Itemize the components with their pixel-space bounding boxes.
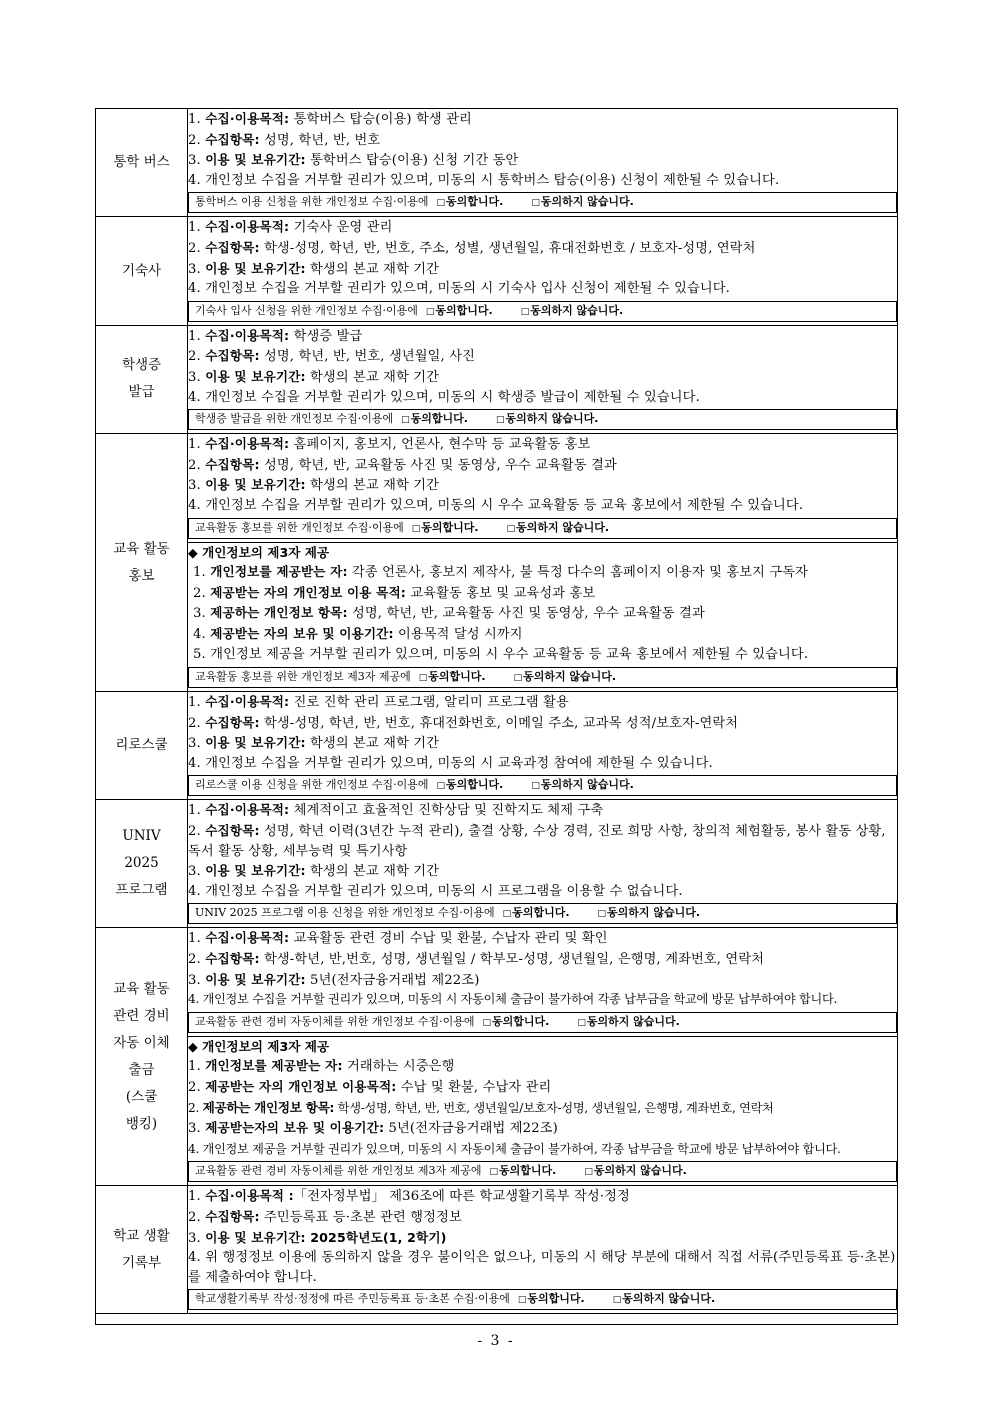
clause-line <box>188 800 897 821</box>
clause-number: 4. <box>188 1250 201 1266</box>
consent-box <box>188 1012 897 1033</box>
section-label <box>96 800 188 928</box>
consent-text: 교육활동 홍보를 위한 개인정보 제3자 제공에 <box>195 670 411 684</box>
clause-key: 수집·이용목적: <box>205 219 290 235</box>
clause-line <box>188 1207 897 1228</box>
checkbox-icon: □ <box>401 415 410 426</box>
clause-line <box>188 821 897 861</box>
clause-key: 수집항목: <box>205 714 260 730</box>
clause-number: 2. <box>188 1100 200 1115</box>
section-content <box>188 217 898 325</box>
checkbox-icon: □ <box>436 198 446 209</box>
agree-checkbox[interactable] <box>483 1015 550 1028</box>
clause-value: 개인정보 제공을 거부할 권리가 있으며, 미동의 시 자동이체 출금이 불가하여, 각종 납부금을 학교에 방문 납부하여야 합니다. <box>202 1141 841 1156</box>
third-party-heading: ◆ 개인정보의 제3자 제공 <box>188 544 330 560</box>
clause-line <box>188 346 897 367</box>
clause-value: 학생의 본교 재학 기간 <box>305 369 440 385</box>
clause-line <box>188 171 897 191</box>
clause-line <box>188 692 897 713</box>
clause-value: 기숙사 운영 관리 <box>289 220 393 236</box>
clause-number: 5. <box>193 647 206 663</box>
checkbox-icon: □ <box>612 1295 622 1306</box>
third-party-heading: ◆ 개인정보의 제3자 제공 <box>188 1038 330 1054</box>
clause-value: 통학버스 탑승(이용) 신청 기간 동안 <box>305 153 519 169</box>
clause-value: 「전자정부법」 제36조에 따른 학교생활기록부 작성·정정 <box>293 1189 630 1205</box>
clause-number: 3. <box>188 1121 201 1137</box>
clause-line <box>188 754 897 774</box>
clause-key: 이용 및 보유기간: <box>205 368 306 384</box>
agree-checkbox[interactable] <box>412 521 479 534</box>
disagree-label: 동의하지 않습니다. <box>516 520 610 534</box>
checkbox-icon: □ <box>513 673 523 684</box>
section-label: 통학 버스 <box>96 109 188 217</box>
section-label-line: 학생증 <box>121 357 162 374</box>
section-content <box>188 109 898 217</box>
checkbox-icon: □ <box>520 306 530 317</box>
consent-text: 리로스쿨 이용 신청을 위한 개인정보 수집·이용에 <box>195 778 429 792</box>
clause-value: 체계적이고 효율적인 진학상담 및 진학지도 체제 구축 <box>289 803 604 819</box>
section-row <box>96 928 898 1036</box>
third-party-content <box>188 1036 898 1186</box>
clause-value: 거래하는 시중은행 <box>342 1059 455 1075</box>
agree-label: 동의합니다. <box>527 1292 585 1306</box>
disagree-label: 동의하지 않습니다. <box>586 1014 680 1028</box>
disagree-checkbox[interactable] <box>521 304 624 317</box>
clause-number: 3. <box>188 864 201 880</box>
checkbox-icon: □ <box>489 1167 499 1178</box>
disagree-label: 동의하지 않습니다. <box>607 906 701 920</box>
clause-key: 수집항목: <box>205 348 260 364</box>
section-label-line: 뱅킹) <box>125 1115 158 1132</box>
clause-line <box>188 496 897 516</box>
consent-text: 교육활동 관련 경비 자동이체를 위한 개인정보 제3자 제공에 <box>195 1164 482 1178</box>
clause-key: 수집항목: <box>205 823 260 839</box>
agree-label: 동의합니다. <box>499 1164 557 1178</box>
section-label: 리로스쿨 <box>96 692 188 800</box>
checkbox-icon: □ <box>584 1167 593 1178</box>
section-label-line: 교육 활동 <box>113 540 170 557</box>
section-label-line: 교육 활동 <box>113 980 170 997</box>
clause-number: 4. <box>188 1141 200 1156</box>
clause-line <box>188 1077 897 1098</box>
clause-number: 4. <box>188 755 201 771</box>
section-label-line: 2025 <box>124 855 159 872</box>
clause-number: 1. <box>188 1189 201 1205</box>
clause-value: 학생의 본교 재학 기간 <box>305 261 440 277</box>
clause-key: 수집항목: <box>205 131 260 147</box>
clause-number: 2. <box>188 952 201 967</box>
clause-line <box>188 475 897 496</box>
clause-number: 2. <box>188 1209 201 1225</box>
agree-label: 동의합니다. <box>446 195 504 209</box>
clause-number: 4. <box>188 883 201 899</box>
clause-number: 1. <box>188 695 201 711</box>
clause-line <box>188 455 897 476</box>
clause-key: 수집·이용목적: <box>205 930 290 946</box>
clause-number: 2. <box>188 240 201 256</box>
clause-value: 진로 진학 관리 프로그램, 알리미 프로그램 활용 <box>289 695 569 711</box>
section-row <box>96 692 898 800</box>
clause-key: 제공받는 자의 개인정보 이용 목적: <box>210 584 406 600</box>
checkbox-icon: □ <box>506 523 516 534</box>
clause-number: 3. <box>188 1230 201 1246</box>
disagree-label: 동의하지 않습니다. <box>523 670 617 684</box>
clause-number: 1. <box>188 931 201 947</box>
clause-line <box>188 238 897 259</box>
clause-value: 개인정보 수집을 거부할 권리가 있으며, 미동의 시 프로그램을 이용할 수 없습니다. <box>205 883 683 899</box>
clause-key: 이용 및 보유기간: <box>205 477 306 493</box>
clause-value: 개인정보 제공을 거부할 권리가 있으며, 미동의 시 우수 교육활동 등 교육 홍보에서 제한될 수 있습니다. <box>210 647 809 663</box>
clause-value: 학생의 본교 재학 기간 <box>305 736 440 752</box>
agree-label: 동의합니다. <box>446 778 504 792</box>
clause-value: 5년(전자금융거래법 제22조) <box>384 1121 558 1137</box>
consent-text: 학교생활기록부 작성·정정에 따른 주민등록표 등·초본 수집·이용에 <box>195 1292 510 1306</box>
clause-key: 수집·이용목적 : <box>205 1188 294 1204</box>
clause-number: 1. <box>188 328 201 344</box>
clause-line <box>188 279 897 299</box>
clause-value: 교육활동 홍보 및 교육성과 홍보 <box>405 585 596 601</box>
clause-line <box>188 583 897 604</box>
consent-box <box>188 409 897 430</box>
clause-value: 학생-성명, 학년, 반, 번호, 주소, 성별, 생년월일, 휴대전화번호 / 보호자-성명, 연락처 <box>259 240 756 256</box>
clause-key: 이용 및 보유기간: <box>205 863 306 879</box>
clause-number: 2. <box>188 1079 201 1095</box>
consent-text: 교육활동 관련 경비 자동이체를 위한 개인정보 수집·이용에 <box>195 1014 475 1028</box>
clause-value: 5년(전자금융거래법 제22조) <box>305 972 480 988</box>
section-content <box>188 692 898 800</box>
checkbox-icon: □ <box>531 198 540 209</box>
clause-value: 학생-학년, 반,번호, 성명, 생년월일 / 학부모-성명, 생년월일, 은행명, 계좌번호, 연락처 <box>259 952 765 967</box>
clause-value: 학생증 발급 <box>289 328 363 344</box>
checkbox-icon: □ <box>495 415 505 426</box>
disagree-checkbox[interactable] <box>577 1015 680 1028</box>
disagree-checkbox[interactable] <box>507 521 610 534</box>
checkbox-icon: □ <box>502 909 512 920</box>
clause-value: 학생-성명, 학년, 반, 번호, 휴대전화번호, 이메일 주소, 교과목 성적/보호자-연락처 <box>259 715 739 731</box>
clause-line <box>188 150 897 171</box>
section-label-line: 프로그램 <box>115 882 168 899</box>
clause-value: 학생의 본교 재학 기간 <box>305 864 440 880</box>
agree-label: 동의합니다. <box>435 303 493 317</box>
disagree-label: 동의하지 않습니다. <box>505 412 599 426</box>
consent-box <box>188 518 897 539</box>
third-party-content <box>188 542 898 692</box>
clause-value: 개인정보 수집을 거부할 권리가 있으며, 미동의 시 교육과정 참여에 제한될 수 있습니다. <box>205 755 713 771</box>
clause-key: 수집항목: <box>205 239 260 255</box>
clause-line <box>188 970 897 991</box>
checkbox-icon: □ <box>436 781 446 792</box>
clause-line <box>188 217 897 238</box>
clause-line <box>188 928 897 949</box>
section-label-line: 발급 <box>128 384 155 401</box>
clause-value: 개인정보 수집을 거부할 권리가 있으며, 미동의 시 우수 교육활동 등 교육 홍보에서 제한될 수 있습니다. <box>205 497 804 513</box>
clause-line <box>188 949 897 970</box>
section-row <box>96 800 898 928</box>
consent-text: UNIV 2025 프로그램 이용 신청을 위한 개인정보 수집·이용에 <box>195 906 495 920</box>
consent-box <box>188 301 897 322</box>
clause-line <box>188 326 897 347</box>
clause-key: 제공하는 개인정보 항목: <box>202 1099 335 1115</box>
consent-box <box>188 903 897 924</box>
clause-key: 이용 및 보유기간: <box>205 735 306 751</box>
clause-value: 홈페이지, 홍보지, 언론사, 현수막 등 교육활동 홍보 <box>289 437 591 453</box>
clause-key: 수집·이용목적: <box>205 327 290 343</box>
clause-value: 개인정보 수집을 거부할 권리가 있으며, 미동의 시 자동이체 출금이 불가하여 각종 납부금을 학교에 방문 납부하여야 합니다. <box>202 992 838 1007</box>
clause-value: 성명, 학년, 반, 교육활동 사진 및 동영상, 우수 교육활동 결과 <box>259 457 617 473</box>
clause-line <box>188 1118 897 1139</box>
clause-key: 수집·이용목적: <box>205 436 290 452</box>
consent-box <box>188 1289 897 1310</box>
clause-number: 1. <box>193 565 206 581</box>
clause-number: 2. <box>188 457 201 473</box>
table-bottom-cell <box>96 1314 898 1325</box>
section-content <box>188 1186 898 1314</box>
agree-checkbox[interactable] <box>419 670 486 683</box>
clause-value: 통학버스 탑승(이용) 학생 관리 <box>289 112 472 127</box>
clause-line <box>188 644 897 665</box>
section-label-line: UNIV <box>122 828 161 845</box>
disagree-checkbox[interactable] <box>514 670 617 683</box>
disagree-checkbox[interactable] <box>584 1164 687 1177</box>
checkbox-icon: □ <box>482 1017 492 1028</box>
section-label: 기숙사 <box>96 217 188 325</box>
disagree-checkbox[interactable] <box>613 1292 716 1305</box>
section-row <box>96 1186 898 1314</box>
clause-line <box>188 733 897 754</box>
clause-number: 4. <box>188 992 200 1007</box>
clause-value: 이용목적 달성 시까지 <box>393 626 523 642</box>
clause-number: 3. <box>188 369 201 385</box>
clause-line <box>188 130 897 151</box>
clause-number: 3. <box>193 606 206 622</box>
clause-value: 각종 언론사, 홍보지 제작사, 불 특정 다수의 홈페이지 이용자 및 홍보지 구독자 <box>347 565 809 581</box>
disagree-label: 동의하지 않습니다. <box>622 1292 716 1306</box>
agree-checkbox[interactable] <box>437 778 504 791</box>
disagree-checkbox[interactable] <box>496 412 599 425</box>
clause-line <box>188 1186 897 1207</box>
clause-line <box>188 1228 897 1249</box>
clause-key: 수집·이용목적: <box>205 802 290 818</box>
section-content <box>188 434 898 542</box>
clause-number: 4. <box>193 626 206 642</box>
clause-line <box>188 1056 897 1077</box>
checkbox-icon: □ <box>577 1017 586 1028</box>
clause-value: 성명, 학년, 반, 번호 <box>259 132 381 148</box>
clause-value: 주민등록표 등·초본 관련 행정정보 <box>259 1209 462 1225</box>
agree-checkbox[interactable] <box>437 195 504 208</box>
section-label-line: 홍보 <box>128 567 155 584</box>
clause-line <box>188 990 897 1010</box>
consent-box <box>188 192 897 213</box>
checkbox-icon: □ <box>411 523 421 534</box>
clause-number: 1. <box>188 1059 201 1075</box>
clause-number: 2. <box>188 715 201 731</box>
checkbox-icon: □ <box>597 909 607 920</box>
clause-key: 개인정보를 제공받는 자: <box>210 564 348 580</box>
clause-line <box>188 1098 897 1119</box>
clause-value: 개인정보 수집을 거부할 권리가 있으며, 미동의 시 기숙사 입사 신청이 제한될 수 있습니다. <box>205 281 731 297</box>
third-party-row <box>96 542 898 692</box>
clause-value: 성명, 학년, 반, 번호, 생년월일, 사진 <box>259 349 476 365</box>
clause-line <box>188 434 897 455</box>
disagree-label: 동의하지 않습니다. <box>593 1164 687 1178</box>
clause-line <box>188 624 897 645</box>
disagree-checkbox[interactable] <box>531 195 634 208</box>
clause-value: 개인정보 수집을 거부할 권리가 있으며, 미동의 시 학생증 발급이 제한될 수 있습니다. <box>205 389 700 405</box>
clause-key: 수집·이용목적: <box>205 694 290 710</box>
clause-value: 학생의 본교 재학 기간 <box>305 478 440 494</box>
clause-line <box>188 603 897 624</box>
clause-line <box>188 713 897 734</box>
clause-line <box>188 367 897 388</box>
clause-value: 개인정보 수집을 거부할 권리가 있으며, 미동의 시 통학버스 탑승(이용) 신청이 제한될 수 있습니다. <box>205 172 780 188</box>
agree-checkbox[interactable] <box>518 1292 585 1305</box>
section-label-line: 자동 이체 <box>113 1034 170 1051</box>
table-bottom <box>96 1314 898 1325</box>
section-row <box>96 217 898 325</box>
section-row <box>96 434 898 542</box>
section-content <box>188 928 898 1036</box>
clause-number: 1. <box>188 220 201 236</box>
clause-key: 수집·이용목적: <box>205 111 290 126</box>
clause-line <box>188 388 897 408</box>
clause-number: 3. <box>188 261 201 277</box>
clause-line <box>188 882 897 902</box>
clause-number: 3. <box>188 478 201 494</box>
consent-text: 통학버스 이용 신청을 위한 개인정보 수집·이용에 <box>195 195 429 209</box>
clause-key: 수집항목: <box>205 1208 260 1224</box>
disagree-label: 동의하지 않습니다. <box>540 778 634 792</box>
clause-key: 제공받는 자의 개인정보 이용목적: <box>205 1078 397 1094</box>
disagree-label: 동의하지 않습니다. <box>530 303 624 317</box>
clause-number: 1. <box>188 437 201 453</box>
consent-box <box>188 775 897 796</box>
clause-line <box>188 259 897 280</box>
clause-key: 수집항목: <box>205 951 260 966</box>
agree-checkbox[interactable] <box>503 906 570 919</box>
section-label <box>96 325 188 433</box>
section-row <box>96 109 898 217</box>
consent-text: 학생증 발급을 위한 개인정보 수집·이용에 <box>195 412 394 426</box>
disagree-checkbox[interactable] <box>531 778 634 791</box>
clause-number: 4. <box>188 281 201 297</box>
page-number: - 3 - <box>477 1333 515 1349</box>
section-label-line: 관련 경비 <box>113 1007 170 1024</box>
disagree-label: 동의하지 않습니다. <box>540 195 634 209</box>
consent-text: 교육활동 홍보를 위한 개인정보 수집·이용에 <box>195 520 404 534</box>
clause-number: 3. <box>188 736 201 752</box>
consent-box <box>188 1161 897 1182</box>
clause-key: 제공하는 개인정보 항목: <box>210 605 348 621</box>
clause-key: 개인정보를 제공받는 자: <box>205 1058 343 1074</box>
checkbox-icon: □ <box>418 673 428 684</box>
consent-text: 기숙사 입사 신청을 위한 개인정보 수집·이용에 <box>195 303 418 317</box>
clause-key: 제공받는자의 보유 및 이용기간: <box>205 1120 385 1136</box>
clause-value: 성명, 학년, 반, 교육활동 사진 및 동영상, 우수 교육활동 결과 <box>347 606 705 622</box>
disagree-checkbox[interactable] <box>598 906 701 919</box>
clause-line <box>188 1248 897 1287</box>
clause-number: 4. <box>188 389 201 405</box>
agree-label: 동의합니다. <box>428 670 486 684</box>
checkbox-icon: □ <box>531 781 540 792</box>
clause-number: 4. <box>188 172 201 188</box>
clause-value: 학생-성명, 학년, 반, 번호, 생년월일/보호자-성명, 생년월일, 은행명, 계좌번호, 연락처 <box>334 1100 774 1115</box>
clause-key: 이용 및 보유기간: <box>205 971 306 987</box>
section-label <box>96 928 188 1186</box>
clause-number: 3. <box>188 972 201 988</box>
clause-key: 제공받는 자의 보유 및 이용기간: <box>210 625 394 641</box>
clause-line <box>188 562 897 583</box>
section-content <box>188 325 898 433</box>
clause-value: 수납 및 환불, 수납자 관리 <box>396 1079 552 1095</box>
agree-checkbox[interactable] <box>490 1164 557 1177</box>
section-label-line: 학교 생활 <box>113 1227 170 1244</box>
section-label-line: 기록부 <box>121 1254 162 1271</box>
clause-value: 교육활동 관련 경비 수납 및 환불, 수납자 관리 및 확인 <box>289 931 608 947</box>
third-party-row <box>96 1036 898 1186</box>
agree-label: 동의합니다. <box>421 520 479 534</box>
clause-number: 4. <box>188 497 201 513</box>
agree-checkbox[interactable] <box>401 412 468 425</box>
clause-value: 성명, 학년 이력(3년간 누적 관리), 출결 상황, 수상 경력, 진로 희망 사항, 창의적 체험활동, 봉사 활동 상황, 독서 활동 상황, 세부능력 및 특기사항 <box>188 824 886 859</box>
clause-number: 2. <box>188 132 201 148</box>
clause-line <box>188 1139 897 1160</box>
consent-table <box>95 108 898 1325</box>
clause-line <box>188 109 897 130</box>
clause-number: 1. <box>188 803 201 819</box>
agree-checkbox[interactable] <box>426 304 493 317</box>
section-label-line: 출금 <box>128 1061 155 1078</box>
checkbox-icon: □ <box>425 306 435 317</box>
clause-number: 2. <box>188 824 201 840</box>
checkbox-icon: □ <box>517 1295 527 1306</box>
clause-number: 3. <box>188 153 201 169</box>
section-content <box>188 800 898 928</box>
clause-value: 위 행정정보 이용에 동의하지 않을 경우 불이익은 없으나, 미동의 시 해당 부분에 대해서 직접 서류(주민등록표 등·초본)를 제출하여야 합니다. <box>188 1250 896 1285</box>
clause-number: 1. <box>188 112 201 127</box>
clause-number: 2. <box>193 585 206 601</box>
clause-number: 2. <box>188 349 201 365</box>
clause-key: 이용 및 보유기간: <box>205 152 306 168</box>
clause-key: 이용 및 보유기간: <box>205 260 306 276</box>
clause-key: 수집항목: <box>205 456 260 472</box>
clause-line <box>188 861 897 882</box>
agree-label: 동의합니다. <box>492 1014 550 1028</box>
agree-label: 동의합니다. <box>410 412 468 426</box>
section-row <box>96 325 898 433</box>
section-label <box>96 1186 188 1314</box>
agree-label: 동의합니다. <box>512 906 570 920</box>
consent-box <box>188 667 897 688</box>
section-label <box>96 434 188 692</box>
section-label-line: (스쿨 <box>125 1088 158 1105</box>
clause-key: 이용 및 보유기간: 2025학년도(1, 2학기) <box>205 1229 447 1245</box>
